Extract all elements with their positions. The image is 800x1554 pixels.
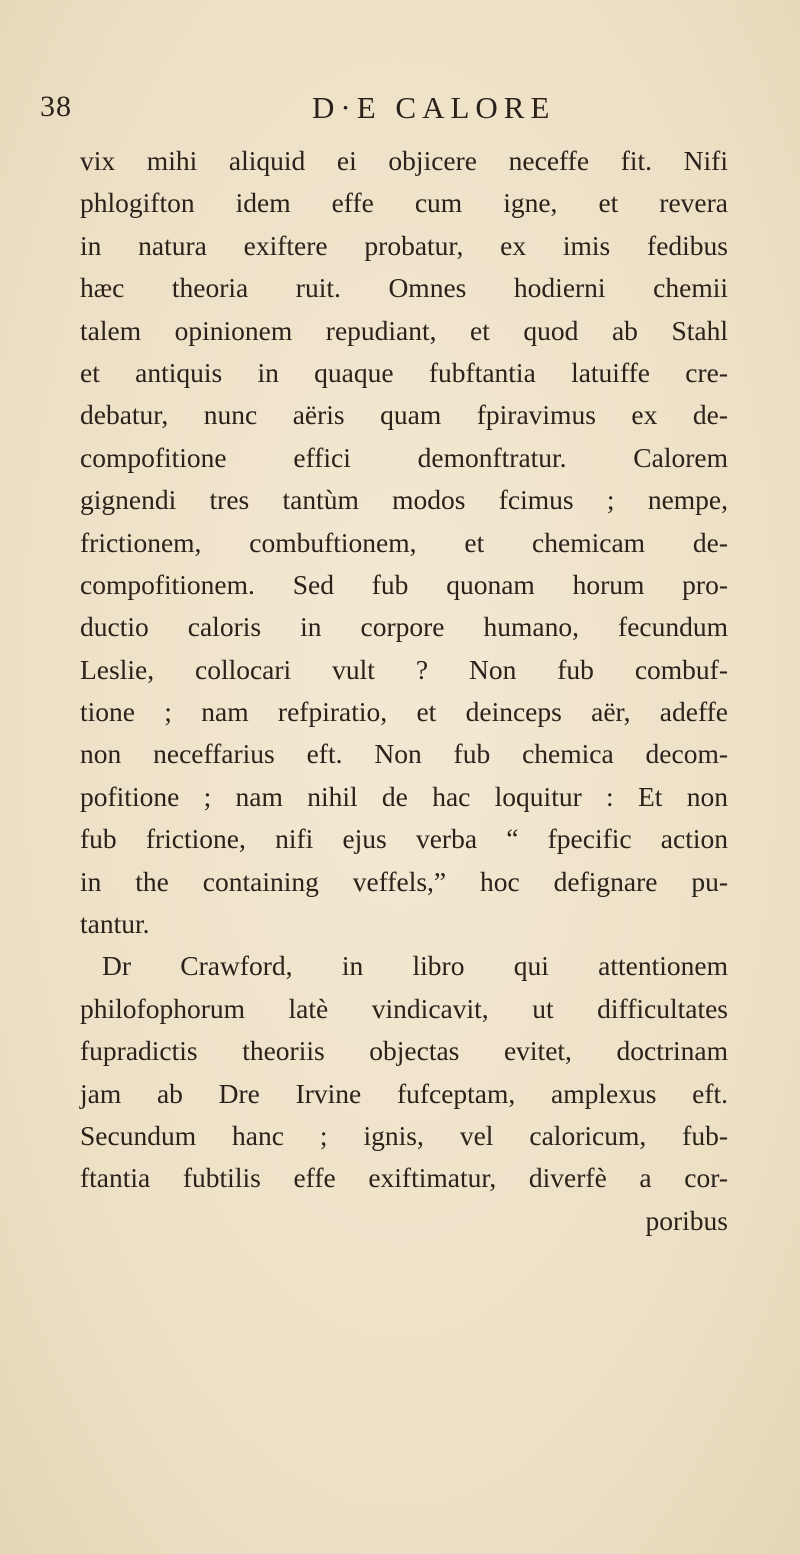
text-line: tione ; nam refpiratio, et deinceps aër, adeffe (80, 696, 728, 728)
text-line: fupradictis theoriis objectas evitet, doctrinam (80, 1035, 728, 1067)
text-line: jam ab Dre Irvine fufceptam, amplexus eft. (80, 1077, 728, 1109)
text-line: talem opinionem repudiant, et quod ab Stahl (80, 314, 728, 346)
body-text (80, 140, 728, 1242)
text-line: vix mihi aliquid ei objicere neceffe fit. Nifi (80, 145, 728, 176)
page-number: 38 (40, 90, 72, 123)
text-line: Leslie, collocari vult ? Non fub combuf- (80, 653, 728, 685)
page-header (40, 90, 760, 140)
running-head: D·E CALORE (312, 90, 556, 125)
text-line: compofitionem. Sed fub quonam horum pro- (80, 568, 728, 600)
text-line: frictionem, combuftionem, et chemicam de- (80, 526, 728, 558)
text-line: Secundum hanc ; ignis, vel caloricum, fub- (80, 1119, 728, 1151)
text-line: in the containing veffels,” hoc defignare pu- (80, 865, 728, 897)
text-line: in natura exiftere probatur, ex imis fedibus (80, 229, 728, 261)
text-line: hæc theoria ruit. Omnes hodierni chemii (80, 272, 728, 304)
text-line: philofophorum latè vindicavit, ut difficultates (80, 992, 728, 1024)
text-line: gignendi tres tantùm modos fcimus ; nempe, (80, 484, 728, 516)
text-line: non neceffarius eft. Non fub chemica decom- (80, 738, 728, 770)
text-line: ftantia fubtilis effe exiftimatur, diverfè a cor- (80, 1162, 728, 1194)
text-line: fub frictione, nifi ejus verba “ fpecific action (80, 823, 728, 855)
text-line: phlogifton idem effe cum igne, et revera (80, 187, 728, 219)
text-line: ductio caloris in corpore humano, fecundum (80, 611, 728, 643)
text-line: compofitione effici demonftratur. Calorem (80, 441, 728, 473)
text-line: pofitione ; nam nihil de hac loquitur : Et non (80, 780, 728, 812)
text-line: debatur, nunc aëris quam fpiravimus ex de- (80, 399, 728, 431)
catchword: poribus (645, 1204, 728, 1236)
text-line: Dr Crawford, in libro qui attentionem (102, 950, 728, 982)
text-line: tantur. (80, 908, 150, 940)
text-line: et antiquis in quaque fubftantia latuiffe cre- (80, 356, 728, 388)
